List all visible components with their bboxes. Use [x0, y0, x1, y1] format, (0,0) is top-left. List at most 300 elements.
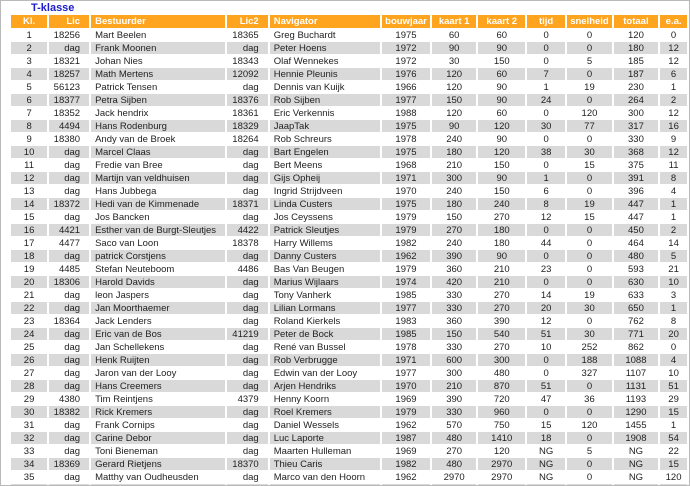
cell-kaart1: 210 [432, 380, 477, 392]
cell-lic2: 18376 [227, 94, 268, 106]
cell-kaart2: 870 [478, 380, 525, 392]
cell-lic: 18321 [49, 55, 89, 67]
cell-lic: 4494 [49, 120, 89, 132]
cell-tijd: 20 [527, 302, 565, 314]
cell-totaal: 862 [614, 341, 658, 353]
cell-kl: 21 [11, 289, 47, 301]
table-row [11, 341, 687, 353]
cell-bouwjaar: 1978 [382, 341, 430, 353]
cell-lic2: dag [227, 315, 268, 327]
cell-lic: dag [49, 172, 89, 184]
cell-lic2: dag [227, 302, 268, 314]
cell-lic: 4421 [49, 224, 89, 236]
cell-navigator: Bart Engelen [270, 146, 380, 158]
cell-lic2: dag [227, 185, 268, 197]
cell-bouwjaar: 1979 [382, 263, 430, 275]
cell-totaal: 1455 [614, 419, 658, 431]
cell-snelheid: 5 [567, 445, 612, 457]
cell-kaart2: 90 [478, 172, 525, 184]
table-row [11, 120, 687, 132]
cell-bouwjaar: 1962 [382, 250, 430, 262]
cell-lic: 18369 [49, 458, 89, 470]
cell-navigator: Patrick Sleutjes [270, 224, 380, 236]
cell-tijd: 0 [527, 29, 565, 41]
cell-ea: 10 [660, 367, 687, 379]
table-row [11, 471, 687, 483]
cell-totaal: 1908 [614, 432, 658, 444]
cell-kaart1: 90 [432, 120, 477, 132]
cell-kaart2: 150 [478, 55, 525, 67]
cell-kaart2: 240 [478, 198, 525, 210]
cell-lic2: dag [227, 42, 268, 54]
table-row [11, 159, 687, 171]
cell-bouwjaar: 1970 [382, 380, 430, 392]
cell-totaal: 450 [614, 224, 658, 236]
cell-tijd: 0 [527, 406, 565, 418]
table-row [11, 263, 687, 275]
cell-totaal: NG [614, 458, 658, 470]
cell-ea: 5 [660, 250, 687, 262]
cell-ea: 21 [660, 263, 687, 275]
column-header-bouwjaar: bouwjaar [382, 15, 430, 28]
cell-kaart2: 90 [478, 94, 525, 106]
page-title: T-klasse [31, 2, 75, 14]
cell-navigator: Gijs Opheij [270, 172, 380, 184]
table-row [11, 276, 687, 288]
cell-kaart2: 90 [478, 42, 525, 54]
cell-navigator: Peter de Bock [270, 328, 380, 340]
cell-kaart1: 570 [432, 419, 477, 431]
cell-lic2: dag [227, 341, 268, 353]
cell-kaart1: 2970 [432, 471, 477, 483]
cell-kaart2: 390 [478, 315, 525, 327]
cell-kl: 28 [11, 380, 47, 392]
cell-navigator: Marco van den Hoorn [270, 471, 380, 483]
cell-kaart2: 270 [478, 302, 525, 314]
cell-totaal: 368 [614, 146, 658, 158]
cell-lic2: dag [227, 471, 268, 483]
cell-totaal: 480 [614, 250, 658, 262]
cell-lic: dag [49, 471, 89, 483]
cell-navigator: Edwin van der Looy [270, 367, 380, 379]
cell-tijd: 0 [527, 250, 565, 262]
cell-ea: 14 [660, 237, 687, 249]
cell-kl: 30 [11, 406, 47, 418]
cell-lic: 4485 [49, 263, 89, 275]
table-row [11, 250, 687, 262]
cell-bouwjaar: 1976 [382, 68, 430, 80]
cell-bouwjaar: 1971 [382, 172, 430, 184]
cell-kaart2: 750 [478, 419, 525, 431]
cell-bestuurder: leon Jaspers [91, 289, 225, 301]
cell-bestuurder: Jaron van der Looy [91, 367, 225, 379]
cell-kaart1: 480 [432, 458, 477, 470]
cell-kaart2: 480 [478, 367, 525, 379]
cell-kl: 6 [11, 94, 47, 106]
cell-bestuurder: Hans Creemers [91, 380, 225, 392]
cell-tijd: 47 [527, 393, 565, 405]
cell-lic: 18382 [49, 406, 89, 418]
cell-navigator: Rob Verbrugge [270, 354, 380, 366]
table-row [11, 406, 687, 418]
cell-navigator: Bas Van Beugen [270, 263, 380, 275]
cell-kaart1: 300 [432, 367, 477, 379]
cell-kaart1: 150 [432, 94, 477, 106]
cell-snelheid: 30 [567, 328, 612, 340]
cell-lic: 18380 [49, 133, 89, 145]
cell-tijd: 18 [527, 432, 565, 444]
cell-totaal: 447 [614, 211, 658, 223]
cell-kaart2: 270 [478, 211, 525, 223]
cell-lic2: 41219 [227, 328, 268, 340]
cell-tijd: 7 [527, 68, 565, 80]
cell-ea: 15 [660, 406, 687, 418]
cell-lic: dag [49, 250, 89, 262]
cell-bestuurder: Petra Sijben [91, 94, 225, 106]
cell-kaart1: 240 [432, 133, 477, 145]
cell-navigator: Luc Laporte [270, 432, 380, 444]
cell-kaart1: 270 [432, 224, 477, 236]
table-row [11, 224, 687, 236]
cell-kl: 19 [11, 263, 47, 275]
cell-tijd: 0 [527, 107, 565, 119]
cell-totaal: 187 [614, 68, 658, 80]
cell-ea: 10 [660, 276, 687, 288]
cell-snelheid: 36 [567, 393, 612, 405]
cell-ea: 1 [660, 419, 687, 431]
cell-kaart2: 90 [478, 250, 525, 262]
cell-snelheid: 0 [567, 471, 612, 483]
cell-bouwjaar: 1979 [382, 224, 430, 236]
cell-snelheid: 0 [567, 237, 612, 249]
cell-ea: 1 [660, 198, 687, 210]
table-row [11, 380, 687, 392]
cell-ea: 11 [660, 159, 687, 171]
cell-snelheid: 30 [567, 302, 612, 314]
cell-lic: dag [49, 146, 89, 158]
cell-navigator: Rob Sijben [270, 94, 380, 106]
cell-lic2: 18370 [227, 458, 268, 470]
cell-bestuurder: Math Mertens [91, 68, 225, 80]
column-header-kl: Kl. [11, 15, 47, 28]
cell-kaart2: 120 [478, 146, 525, 158]
cell-kaart2: 120 [478, 120, 525, 132]
cell-totaal: 317 [614, 120, 658, 132]
cell-bouwjaar: 1988 [382, 107, 430, 119]
cell-lic: 4380 [49, 393, 89, 405]
cell-lic2: 18329 [227, 120, 268, 132]
cell-ea: 2 [660, 94, 687, 106]
cell-navigator: Maarten Hulleman [270, 445, 380, 457]
cell-tijd: 8 [527, 198, 565, 210]
cell-kl: 24 [11, 328, 47, 340]
cell-kl: 25 [11, 341, 47, 353]
cell-lic: dag [49, 445, 89, 457]
cell-bouwjaar: 1972 [382, 42, 430, 54]
cell-totaal: 396 [614, 185, 658, 197]
cell-kl: 26 [11, 354, 47, 366]
cell-navigator: René van Bussel [270, 341, 380, 353]
cell-lic2: dag [227, 276, 268, 288]
cell-snelheid: 19 [567, 81, 612, 93]
cell-lic2: dag [227, 81, 268, 93]
cell-lic: 18364 [49, 315, 89, 327]
cell-bouwjaar: 1975 [382, 146, 430, 158]
cell-snelheid: 0 [567, 29, 612, 41]
cell-lic: dag [49, 367, 89, 379]
cell-bouwjaar: 1966 [382, 81, 430, 93]
table-row [11, 211, 687, 223]
cell-kaart1: 390 [432, 393, 477, 405]
cell-lic2: dag [227, 367, 268, 379]
cell-kaart2: 2970 [478, 458, 525, 470]
cell-navigator: Harry Willems [270, 237, 380, 249]
cell-bouwjaar: 1969 [382, 445, 430, 457]
cell-ea: 51 [660, 380, 687, 392]
table-row [11, 328, 687, 340]
cell-kl: 29 [11, 393, 47, 405]
cell-snelheid: 0 [567, 263, 612, 275]
cell-navigator: Tony Vanherk [270, 289, 380, 301]
cell-lic: 18372 [49, 198, 89, 210]
cell-bestuurder: Stefan Neuteboom [91, 263, 225, 275]
cell-bouwjaar: 1969 [382, 393, 430, 405]
cell-kaart1: 300 [432, 172, 477, 184]
cell-ea: 3 [660, 289, 687, 301]
table-row [11, 42, 687, 54]
cell-kaart2: 2970 [478, 471, 525, 483]
cell-kaart2: 60 [478, 68, 525, 80]
cell-navigator: Daniel Wessels [270, 419, 380, 431]
cell-kl: 18 [11, 250, 47, 262]
cell-lic: 56123 [49, 81, 89, 93]
cell-snelheid: 30 [567, 146, 612, 158]
cell-snelheid: 0 [567, 94, 612, 106]
cell-kaart2: 270 [478, 341, 525, 353]
cell-tijd: 38 [527, 146, 565, 158]
cell-kaart2: 150 [478, 159, 525, 171]
cell-kaart2: 150 [478, 185, 525, 197]
cell-bouwjaar: 1975 [382, 120, 430, 132]
cell-ea: 8 [660, 172, 687, 184]
cell-totaal: 762 [614, 315, 658, 327]
cell-kl: 9 [11, 133, 47, 145]
cell-lic: dag [49, 341, 89, 353]
cell-navigator: Hennie Pleunis [270, 68, 380, 80]
cell-kaart2: 120 [478, 445, 525, 457]
cell-snelheid: 188 [567, 354, 612, 366]
cell-bouwjaar: 1974 [382, 276, 430, 288]
cell-bestuurder: Gerard Rietjens [91, 458, 225, 470]
cell-ea: 8 [660, 315, 687, 327]
cell-bouwjaar: 1983 [382, 315, 430, 327]
cell-kl: 12 [11, 172, 47, 184]
table-row [11, 81, 687, 93]
cell-bestuurder: Jan Moorthaemer [91, 302, 225, 314]
cell-lic2: dag [227, 159, 268, 171]
cell-kaart1: 150 [432, 211, 477, 223]
cell-lic: dag [49, 328, 89, 340]
cell-bestuurder: Hans Rodenburg [91, 120, 225, 132]
cell-lic: 18256 [49, 29, 89, 41]
cell-lic2: dag [227, 354, 268, 366]
cell-lic2: 18343 [227, 55, 268, 67]
cell-bouwjaar: 1982 [382, 237, 430, 249]
cell-kaart1: 60 [432, 29, 477, 41]
cell-lic: 18352 [49, 107, 89, 119]
cell-lic2: dag [227, 445, 268, 457]
cell-kaart2: 180 [478, 224, 525, 236]
cell-totaal: 593 [614, 263, 658, 275]
cell-ea: 12 [660, 42, 687, 54]
cell-bestuurder: Hedi van de Kimmenade [91, 198, 225, 210]
cell-kaart1: 180 [432, 146, 477, 158]
cell-tijd: 51 [527, 328, 565, 340]
table-row [11, 432, 687, 444]
cell-navigator: Danny Custers [270, 250, 380, 262]
cell-kaart2: 90 [478, 81, 525, 93]
cell-ea: 9 [660, 133, 687, 145]
cell-totaal: 1131 [614, 380, 658, 392]
column-header-snelheid: snelheid [567, 15, 612, 28]
cell-tijd: NG [527, 471, 565, 483]
cell-kaart2: 300 [478, 354, 525, 366]
cell-bouwjaar: 1982 [382, 458, 430, 470]
cell-kl: 10 [11, 146, 47, 158]
cell-bestuurder: Patrick Tensen [91, 81, 225, 93]
cell-bestuurder: Tim Reintjens [91, 393, 225, 405]
table-row [11, 68, 687, 80]
cell-lic2: dag [227, 289, 268, 301]
cell-lic: dag [49, 302, 89, 314]
cell-totaal: 650 [614, 302, 658, 314]
cell-ea: 4 [660, 185, 687, 197]
cell-navigator: Olaf Wennekes [270, 55, 380, 67]
cell-totaal: 1088 [614, 354, 658, 366]
cell-lic: 18257 [49, 68, 89, 80]
cell-bouwjaar: 1978 [382, 133, 430, 145]
cell-snelheid: 0 [567, 224, 612, 236]
cell-bestuurder: Jack Lenders [91, 315, 225, 327]
cell-bouwjaar: 1975 [382, 198, 430, 210]
cell-kl: 15 [11, 211, 47, 223]
cell-kaart1: 120 [432, 68, 477, 80]
cell-bouwjaar: 1977 [382, 367, 430, 379]
cell-kl: 5 [11, 81, 47, 93]
header-row [11, 15, 687, 28]
cell-tijd: 0 [527, 276, 565, 288]
cell-bouwjaar: 1968 [382, 159, 430, 171]
cell-ea: 22 [660, 445, 687, 457]
cell-navigator: Ingrid Strijdveen [270, 185, 380, 197]
cell-lic: 18306 [49, 276, 89, 288]
cell-lic: dag [49, 432, 89, 444]
cell-lic2: 4486 [227, 263, 268, 275]
cell-tijd: 23 [527, 263, 565, 275]
cell-totaal: NG [614, 471, 658, 483]
cell-kl: 2 [11, 42, 47, 54]
cell-kl: 8 [11, 120, 47, 132]
cell-tijd: 0 [527, 367, 565, 379]
cell-bouwjaar: 1975 [382, 29, 430, 41]
cell-kaart1: 600 [432, 354, 477, 366]
cell-kaart2: 540 [478, 328, 525, 340]
column-header-lic: Lic [49, 15, 89, 28]
cell-tijd: NG [527, 445, 565, 457]
cell-bestuurder: Eric van de Bos [91, 328, 225, 340]
cell-ea: 29 [660, 393, 687, 405]
cell-snelheid: 0 [567, 315, 612, 327]
cell-navigator: JaapTak [270, 120, 380, 132]
cell-kl: 4 [11, 68, 47, 80]
cell-navigator: Marius Wijlaars [270, 276, 380, 288]
cell-bestuurder: Mart Beelen [91, 29, 225, 41]
cell-bouwjaar: 1962 [382, 419, 430, 431]
cell-lic: dag [49, 419, 89, 431]
cell-kl: 20 [11, 276, 47, 288]
cell-snelheid: 327 [567, 367, 612, 379]
cell-totaal: 180 [614, 42, 658, 54]
cell-tijd: 30 [527, 120, 565, 132]
cell-bouwjaar: 1985 [382, 289, 430, 301]
cell-bestuurder: patrick Corstjens [91, 250, 225, 262]
cell-lic: 4477 [49, 237, 89, 249]
cell-lic: dag [49, 354, 89, 366]
cell-lic2: 18378 [227, 237, 268, 249]
cell-kl: 33 [11, 445, 47, 457]
cell-bouwjaar: 1987 [382, 432, 430, 444]
column-header-kaart1: kaart 1 [432, 15, 477, 28]
cell-tijd: 6 [527, 185, 565, 197]
cell-bestuurder: Marcel Claas [91, 146, 225, 158]
table-row [11, 419, 687, 431]
cell-bestuurder: Esther van de Burgt-Sleutjes [91, 224, 225, 236]
cell-tijd: 0 [527, 224, 565, 236]
table-row [11, 367, 687, 379]
table-row [11, 354, 687, 366]
cell-totaal: NG [614, 445, 658, 457]
cell-kaart1: 330 [432, 302, 477, 314]
cell-lic2: 18371 [227, 198, 268, 210]
table-row [11, 289, 687, 301]
cell-lic: dag [49, 380, 89, 392]
cell-ea: 4 [660, 354, 687, 366]
cell-tijd: 24 [527, 94, 565, 106]
cell-bouwjaar: 1962 [382, 471, 430, 483]
cell-bouwjaar: 1977 [382, 302, 430, 314]
cell-tijd: 51 [527, 380, 565, 392]
cell-kl: 32 [11, 432, 47, 444]
cell-snelheid: 19 [567, 198, 612, 210]
cell-tijd: 0 [527, 42, 565, 54]
cell-kaart2: 720 [478, 393, 525, 405]
cell-kaart1: 120 [432, 81, 477, 93]
table-row [11, 393, 687, 405]
cell-kl: 23 [11, 315, 47, 327]
cell-ea: 1 [660, 302, 687, 314]
cell-snelheid: 0 [567, 133, 612, 145]
cell-lic: dag [49, 289, 89, 301]
cell-tijd: 12 [527, 211, 565, 223]
cell-kaart2: 210 [478, 263, 525, 275]
cell-totaal: 330 [614, 133, 658, 145]
cell-ea: 54 [660, 432, 687, 444]
table-row [11, 315, 687, 327]
cell-ea: 12 [660, 107, 687, 119]
cell-lic2: 4422 [227, 224, 268, 236]
cell-kaart2: 60 [478, 107, 525, 119]
results-table [9, 14, 689, 486]
